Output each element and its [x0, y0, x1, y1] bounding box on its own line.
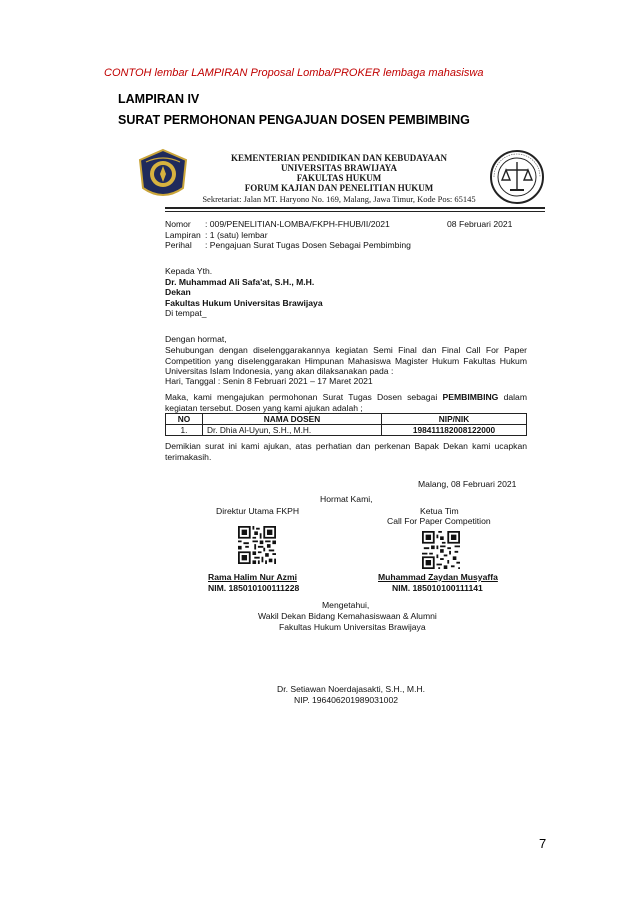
- letterhead-university: UNIVERSITAS BRAWIJAYA: [281, 163, 397, 173]
- letterhead: [190, 153, 488, 204]
- recipient-institution: Fakultas Hukum Universitas Brawijaya: [165, 297, 323, 308]
- place-date: Malang, 08 Februari 2021: [418, 479, 517, 489]
- dosen-table: [165, 413, 527, 436]
- right-signatory-title-1: Ketua Tim: [420, 506, 459, 516]
- para2-bold: PEMBIMBING: [442, 392, 499, 402]
- wakil-dekan-nip: NIP. 196406201989031002: [294, 695, 399, 705]
- recipient-position: Dekan: [165, 287, 191, 297]
- event-date: Hari, Tanggal : Senin 8 Februari 2021 – 17 Maret 2021: [165, 376, 373, 386]
- lampiran-value: : 1 (satu) lembar: [205, 229, 268, 240]
- wakil-dekan-title-1: Wakil Dekan Bidang Kemahasiswaan & Alumni: [258, 611, 437, 621]
- qr-code-icon: [422, 531, 460, 569]
- hormat-kami: Hormat Kami,: [320, 494, 373, 504]
- table-header: NIP/NIK: [382, 414, 527, 425]
- table-header-row: [166, 414, 527, 425]
- letter-meta: [165, 219, 411, 251]
- right-signatory-nim: NIM. 185010100111141: [392, 583, 483, 593]
- university-logo-icon: [136, 148, 190, 202]
- page-number: 7: [539, 836, 547, 851]
- right-signatory-title-2: Call For Paper Competition: [387, 516, 491, 526]
- body-paragraph-1: Sehubungan dengan diselenggarakannya kegiatan Semi Final dan Final Call For Paper Competition yang diselenggarakan Himpunan Mahasiswa Magister Hukum Fakultas Hukum Universitas Islam Indonesia, yang akan dilaksanakan pada :: [165, 345, 527, 376]
- document-title: SURAT PERMOHONAN PENGAJUAN DOSEN PEMBIMBING: [118, 113, 470, 127]
- letterhead-faculty: FAKULTAS HUKUM: [296, 173, 382, 183]
- recipient-block: [165, 266, 323, 319]
- fkph-logo-icon: [488, 148, 546, 206]
- letterhead-rule: [165, 207, 545, 209]
- lampiran-heading: LAMPIRAN IV: [118, 92, 200, 106]
- left-signatory-name: Rama Halim Nur Azmi: [208, 572, 297, 582]
- table-row: [166, 425, 527, 436]
- greeting: Dengan hormat,: [165, 334, 227, 344]
- para2-text-end: dalam kegiatan tersebut. Dosen yang kami ajukan adalah ;: [165, 392, 527, 413]
- letterhead-address: Sekretariat: Jalan MT. Haryono No. 169, Malang, Jawa Timur, Kode Pos: 65145: [202, 194, 476, 204]
- nomor-label: Nomor: [165, 219, 191, 229]
- recipient-place: Di tempat_: [165, 308, 207, 318]
- table-cell: 198411182008122000: [382, 425, 527, 436]
- qr-code-icon: [238, 526, 276, 564]
- letterhead-ministry: KEMENTERIAN PENDIDIKAN DAN KEBUDAYAAN: [230, 153, 448, 163]
- perihal-label: Perihal: [165, 240, 192, 250]
- letterhead-forum: FORUM KAJIAN DAN PENELITIAN HUKUM: [244, 183, 434, 193]
- perihal-value: : Pengajuan Surat Tugas Dosen Sebagai Pembimbing: [205, 240, 411, 250]
- letter-date: 08 Februari 2021: [447, 219, 513, 229]
- recipient-name: Dr. Muhammad Ali Safa'at, S.H., M.H.: [165, 276, 315, 287]
- left-signatory-title: Direktur Utama FKPH: [216, 506, 300, 516]
- letterhead-rule-thin: [165, 211, 545, 212]
- left-signatory-nim: NIM. 185010100111228: [208, 583, 300, 593]
- closing-paragraph: Demikian surat ini kami ajukan, atas perhatian dan perkenan Bapak Dekan kami ucapkan terimakasih.: [165, 441, 527, 462]
- mengetahui: Mengetahui,: [322, 600, 370, 610]
- wakil-dekan-title-2: Fakultas Hukum Universitas Brawijaya: [279, 622, 426, 632]
- right-signatory-name: Muhammad Zaydan Musyaffa: [378, 572, 498, 582]
- table-header: NO: [166, 414, 203, 425]
- recipient-salutation: Kepada Yth.: [165, 266, 213, 276]
- para2-text: Maka, kami mengajukan permohonan Surat Tugas Dosen sebagai: [165, 392, 443, 402]
- body-paragraph-2: [165, 392, 527, 413]
- lampiran-label: Lampiran: [165, 229, 201, 240]
- table-cell: 1.: [166, 425, 203, 436]
- wakil-dekan-name: Dr. Setiawan Noerdajasakti, S.H., M.H.: [277, 684, 426, 694]
- header-note: CONTOH lembar LAMPIRAN Proposal Lomba/PROKER lembaga mahasiswa: [104, 67, 484, 79]
- nomor-value: : 009/PENELITIAN-LOMBA/FKPH-FHUB/II/2021: [205, 219, 390, 229]
- table-cell: Dr. Dhia Al-Uyun, S.H., M.H.: [203, 425, 382, 436]
- table-header: NAMA DOSEN: [203, 414, 382, 425]
